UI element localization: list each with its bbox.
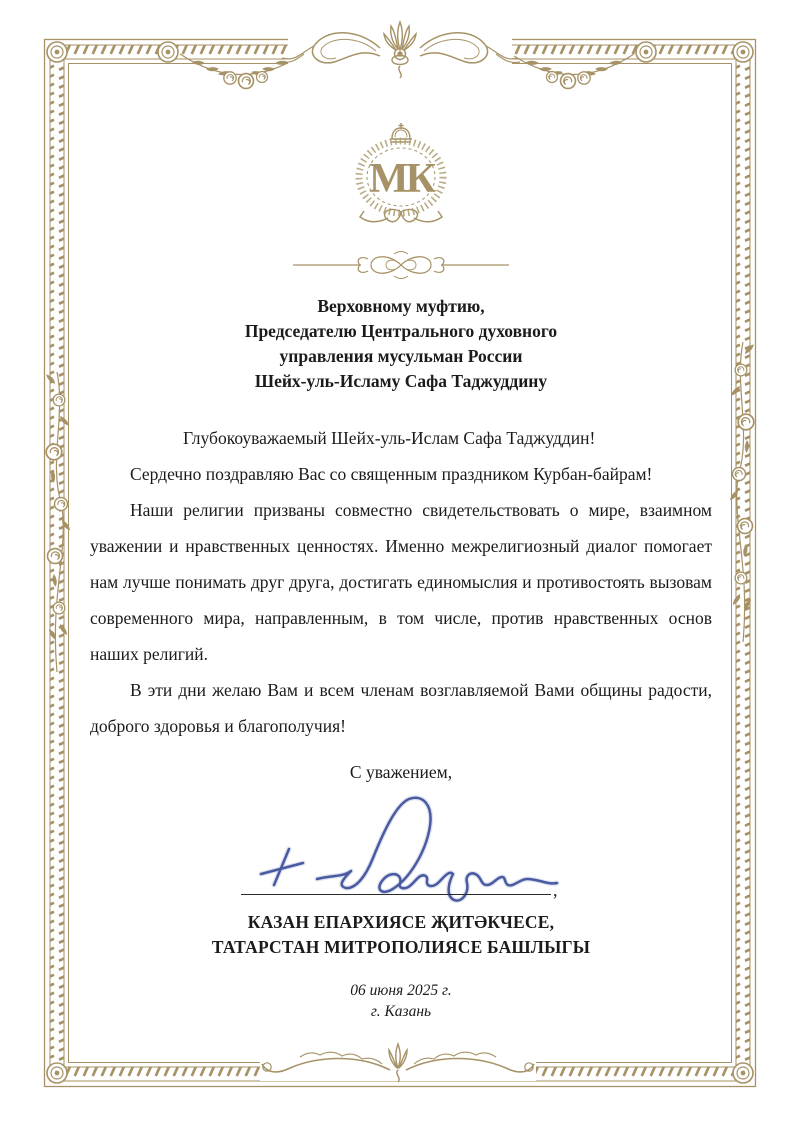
letter-body [90, 456, 712, 744]
signature-comma: , [553, 880, 558, 900]
handwritten-signature [241, 792, 561, 904]
ornamental-divider-icon [90, 250, 712, 280]
paragraph: Наши религии призваны совместно свидетельствовать о мире, взаимном уважении и нравственных ценностях. Именно межрелигиозный диалог помогает нам лучше понимать друг друга, достигать единомыслия и противостоять вызовам современного мира, направленным, в том числе, против нравственных основ наших религий. [90, 500, 712, 664]
signature-area [241, 792, 561, 904]
eparchy-crest [90, 122, 712, 224]
addressee-block [90, 294, 712, 394]
crowned-monogram-icon [342, 122, 460, 224]
monogram-letters: МК [368, 156, 434, 202]
closing-line: С уважением, [349, 762, 453, 782]
signer-title-line: КАЗАН ЕПАРХИЯСЕ ҖИТӘКЧЕСЕ, [247, 912, 555, 932]
addressee-line: Председателю Центрального духовного [244, 321, 558, 341]
salutation: Глубокоуважаемый Шейх-уль-Ислам Сафа Таджуддин! [183, 428, 596, 448]
paragraph: В эти дни желаю Вам и всем членам возглавляемой Вами общины радости, доброго здоровья и благополучия! [90, 680, 712, 736]
signature-line [241, 894, 551, 895]
dateline-block [90, 980, 712, 1022]
addressee-line: Верховному муфтию, [317, 296, 485, 316]
addressee-line: Шейх-уль-Исламу Сафа Таджуддину [254, 371, 548, 391]
signer-title-block [90, 910, 712, 960]
paragraph: Сердечно поздравляю Вас со священным праздником Курбан-байрам! [130, 464, 653, 484]
letter-date: 06 июня 2025 г. [350, 982, 452, 999]
signer-title-line: ТАТАРСТАН МИТРОПОЛИЯСЕ БАШЛЫГЫ [211, 937, 591, 957]
letter-place: г. Казань [370, 1003, 432, 1020]
addressee-line: управления мусульман России [279, 346, 523, 366]
ribbon-bow-icon [360, 209, 442, 221]
